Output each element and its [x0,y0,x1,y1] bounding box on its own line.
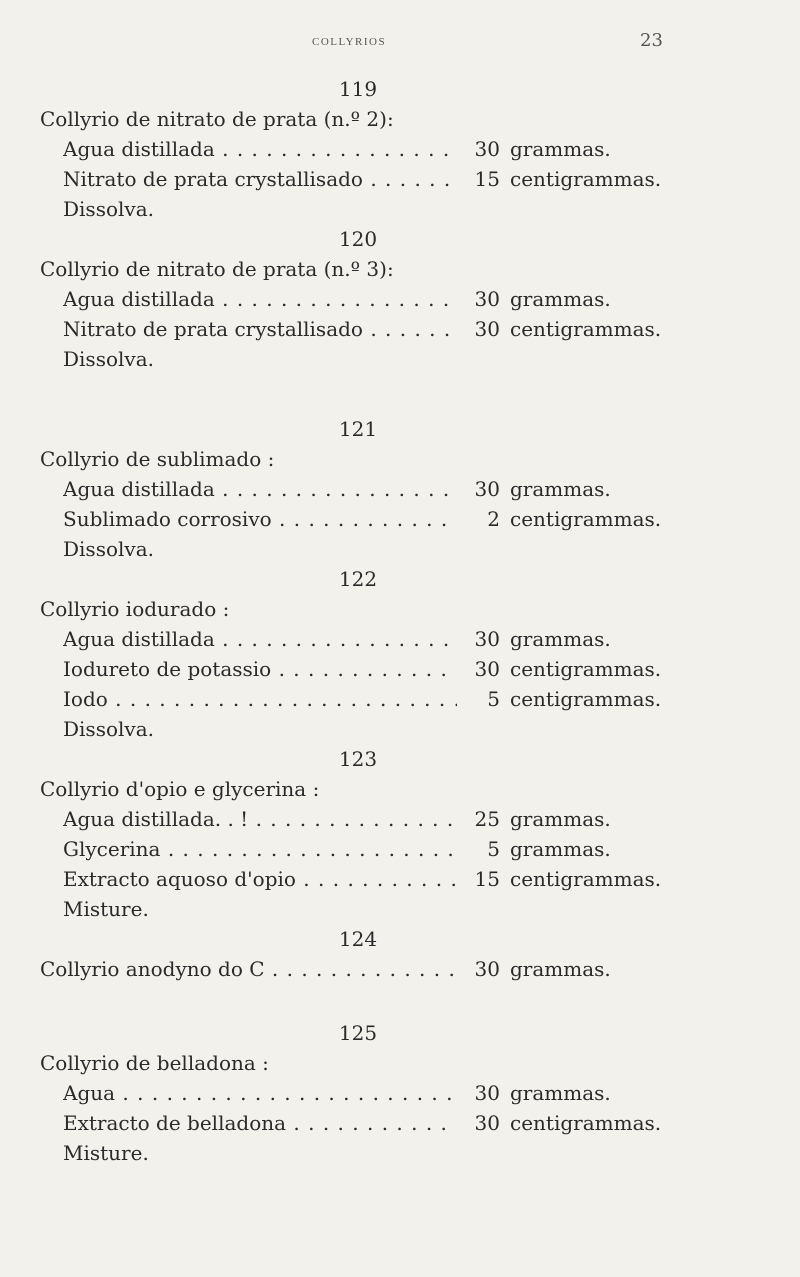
ingredient-qty: 30 [474,957,500,981]
ingredient-row [0,1108,800,1138]
recipe-119 [0,74,800,224]
recipe-title: Collyrio de belladona : [40,1051,269,1075]
ingredient-name: Agua distillada . . . [63,474,457,504]
ingredient-unit: centigrammas. [510,1111,662,1135]
recipe-instruction: Dissolva. [63,197,154,221]
recipe-number: 120 [338,227,378,251]
recipe-title: Collyrio iodurado : [40,597,230,621]
ingredient-row [0,624,800,654]
ingredient-qty: 30 [474,137,500,161]
ingredient-name: Iodo . . . [63,684,457,714]
ingredient-row [0,164,800,194]
ingredient-qty: 30 [474,627,500,651]
recipe-number: 122 [338,567,378,591]
recipe-title: Collyrio de sublimado : [40,447,275,471]
ingredient-name: Nitrato de prata crystallisado . . . [63,314,457,344]
recipe-number: 124 [338,927,378,951]
page-header [0,30,800,56]
ingredient-name: Agua distillada . . . [63,134,457,164]
ingredient-row [0,504,800,534]
ingredient-name: Agua distillada . . . [63,284,457,314]
ingredient-qty: 30 [474,1081,500,1105]
recipe-instruction: Misture. [63,1141,149,1165]
ingredient-unit: centigrammas. [510,507,662,531]
ingredient-name: Glycerina . . . [63,834,457,864]
ingredient-name: Extracto de belladona . . . [63,1108,457,1138]
ingredient-name: Extracto aquoso d'opio . . . [63,864,457,894]
recipe-title: Collyrio de nitrato de prata (n.º 2): [40,107,394,131]
recipe-number: 125 [338,1021,378,1045]
recipe-number: 123 [338,747,378,771]
ingredient-row [0,954,800,984]
ingredient-unit: grammas. [510,627,611,651]
recipe-122 [0,564,800,744]
ingredient-unit: grammas. [510,287,611,311]
recipe-120 [0,224,800,374]
ingredient-unit: centigrammas. [510,867,662,891]
ingredient-unit: centigrammas. [510,167,662,191]
ingredient-qty: 30 [474,657,500,681]
ingredient-row [0,834,800,864]
ingredient-row [0,474,800,504]
recipe-number: 121 [338,417,378,441]
ingredient-qty: 15 [474,167,500,191]
recipe-121 [0,414,800,564]
ingredient-unit: grammas. [510,807,611,831]
recipe-title: Collyrio de nitrato de prata (n.º 3): [40,257,394,281]
recipe-123 [0,744,800,924]
recipe-title: Collyrio d'opio e glycerina : [40,777,320,801]
ingredient-unit: grammas. [510,837,611,861]
recipe-instruction: Dissolva. [63,717,154,741]
ingredient-qty: 30 [474,317,500,341]
recipe-instruction: Dissolva. [63,537,154,561]
ingredient-name: Agua distillada . . . [63,624,457,654]
ingredient-qty: 25 [474,807,500,831]
ingredient-unit: grammas. [510,957,611,981]
ingredient-qty: 15 [474,867,500,891]
recipe-124 [0,924,800,984]
ingredient-unit: centigrammas. [510,657,662,681]
ingredient-row [0,864,800,894]
page-number: 23 [640,30,663,51]
recipe-instruction: Dissolva. [63,347,154,371]
ingredient-row [0,1078,800,1108]
ingredient-row [0,684,800,714]
ingredient-qty: 5 [487,687,500,711]
ingredient-name: Iodureto de potassio . . . [63,654,457,684]
ingredient-row [0,804,800,834]
ingredient-row [0,284,800,314]
ingredient-qty: 30 [474,287,500,311]
recipe-number: 119 [338,77,378,101]
ingredient-unit: grammas. [510,1081,611,1105]
ingredient-unit: grammas. [510,477,611,501]
ingredient-qty: 30 [474,477,500,501]
ingredient-name: Nitrato de prata crystallisado . . . [63,164,457,194]
recipe-125 [0,1018,800,1168]
ingredient-unit: centigrammas. [510,687,662,711]
recipe-list [0,74,800,1168]
ingredient-unit: grammas. [510,137,611,161]
recipe-title: Collyrio anodyno do C . . . [40,954,457,984]
ingredient-name: Sublimado corrosivo . . . [63,504,457,534]
ingredient-qty: 5 [487,837,500,861]
ingredient-name: Agua . . . [63,1078,457,1108]
ingredient-row [0,134,800,164]
running-title: COLLYRIOS [312,36,387,48]
ingredient-name: Agua distillada. . ! . . . [63,804,457,834]
ingredient-row [0,654,800,684]
ingredient-unit: centigrammas. [510,317,662,341]
ingredient-qty: 30 [474,1111,500,1135]
ingredient-qty: 2 [487,507,500,531]
ingredient-row [0,314,800,344]
recipe-instruction: Misture. [63,897,149,921]
